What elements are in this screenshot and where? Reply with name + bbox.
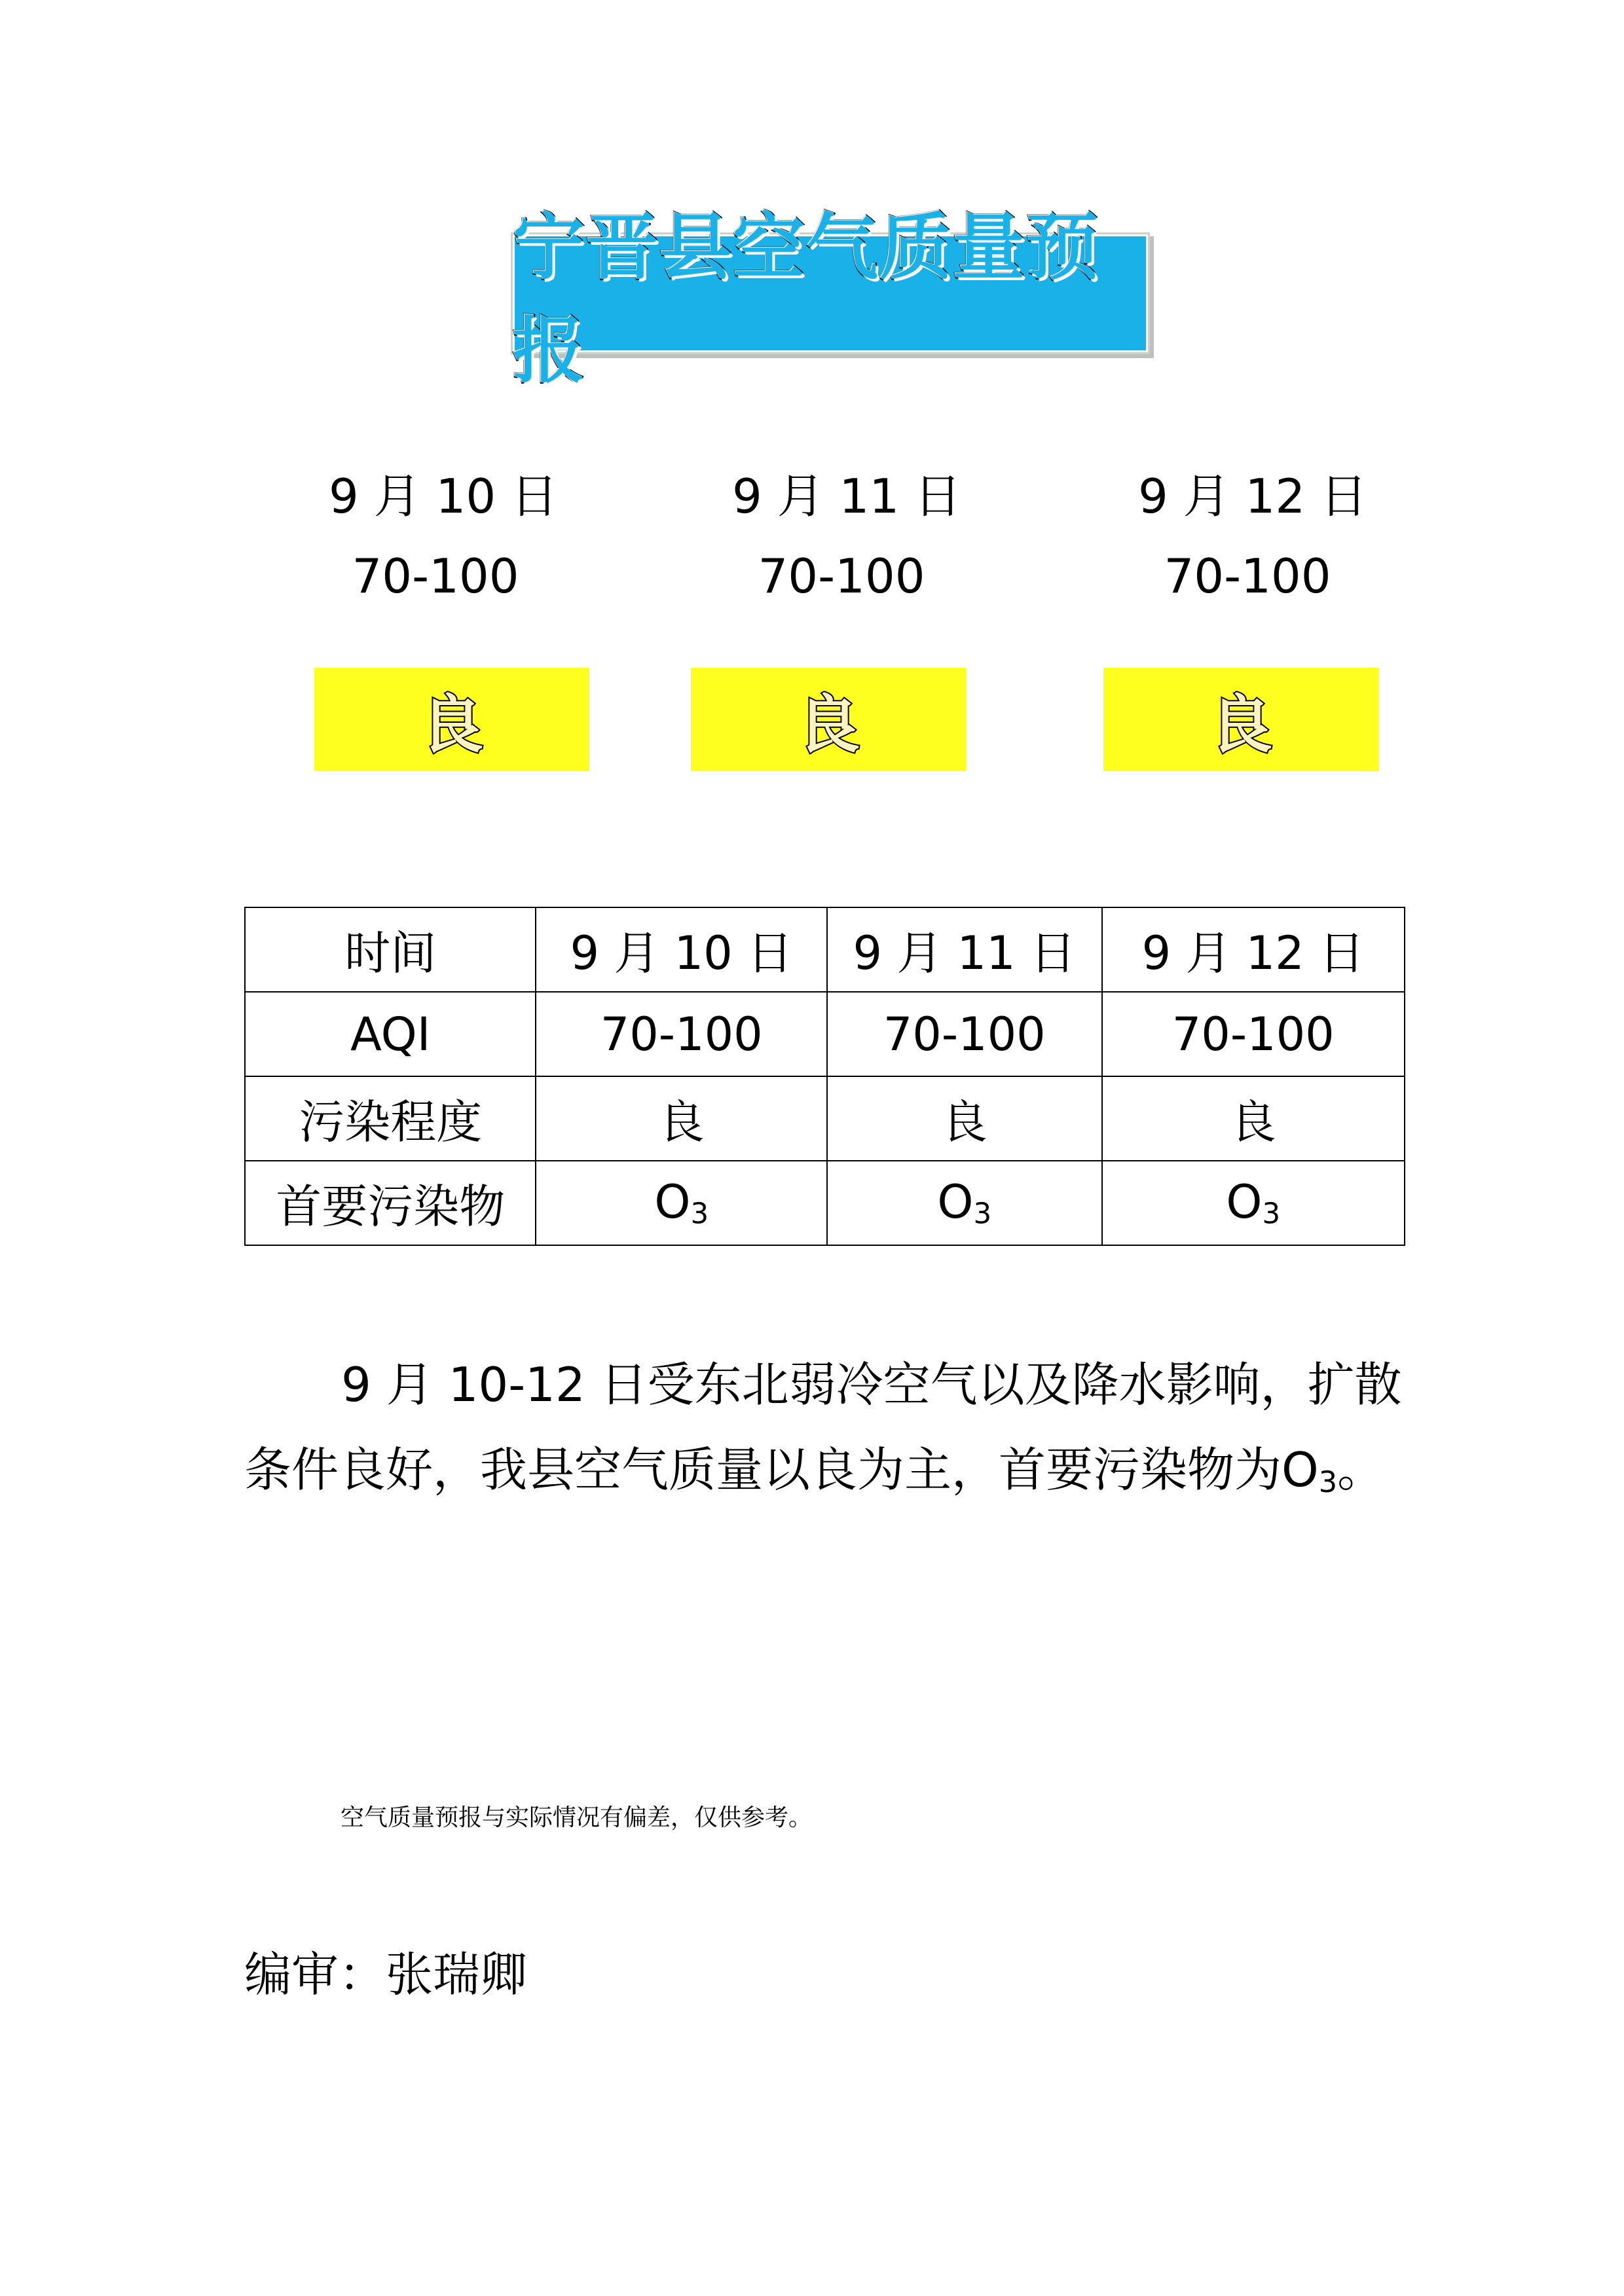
summary-end: 。 — [1337, 1442, 1385, 1497]
table-cell: 70-100 — [1102, 992, 1405, 1076]
table-cell — [536, 1161, 827, 1245]
table-row — [245, 1161, 1405, 1245]
pollutant-subscript: 3 — [973, 1197, 992, 1231]
table-row — [245, 992, 1405, 1076]
disclaimer: 空气质量预报与实际情况有偏差，仅供参考。 — [341, 1804, 813, 1831]
table-cell: 70-100 — [536, 992, 827, 1076]
forecast-level-box — [1103, 668, 1378, 771]
summary-paragraph — [244, 1342, 1410, 1525]
pollutant-symbol: O — [937, 1175, 974, 1230]
forecast-aqi: 70-100 — [1164, 549, 1331, 604]
table-cell: 70-100 — [827, 992, 1102, 1076]
table-header-row — [245, 907, 1405, 992]
summary-text: 9 月 10-12 日受东北弱冷空气以及降水影响，扩散条件良好，我县空气质量以良为主，首要污染物为 — [244, 1357, 1402, 1497]
forecast-level-box — [691, 668, 966, 771]
forecast-level: 良 — [797, 687, 860, 761]
pollutant-subscript: 3 — [690, 1197, 709, 1231]
table-row — [245, 1076, 1405, 1161]
pollutant-symbol: O — [654, 1175, 691, 1230]
table-header-cell: 时间 — [245, 907, 536, 992]
row-label: AQI — [245, 992, 536, 1076]
table-cell: 良 — [536, 1076, 827, 1161]
row-label: 污染程度 — [245, 1076, 536, 1161]
forecast-date: 9 月 10 日 — [328, 469, 559, 524]
pollutant-symbol: O — [1226, 1175, 1263, 1230]
title-banner — [511, 206, 1150, 393]
table-header-cell: 9 月 11 日 — [827, 907, 1102, 992]
forecast-level-box — [314, 668, 589, 771]
summary-pollutant-sub: 3 — [1318, 1465, 1338, 1499]
aqi-table — [244, 907, 1405, 1246]
forecast-level: 良 — [420, 687, 483, 761]
forecast-date: 9 月 12 日 — [1137, 469, 1368, 524]
pollutant-subscript: 3 — [1262, 1197, 1281, 1231]
table-header-cell: 9 月 12 日 — [1102, 907, 1405, 992]
forecast-date: 9 月 11 日 — [731, 469, 962, 524]
table-cell: 良 — [1102, 1076, 1405, 1161]
forecast-level: 良 — [1209, 687, 1272, 761]
table-cell — [827, 1161, 1102, 1245]
summary-pollutant: O — [1282, 1442, 1319, 1497]
forecast-aqi: 70-100 — [758, 549, 925, 604]
forecast-aqi: 70-100 — [352, 549, 519, 604]
editor-credit: 编审：张瑞卿 — [244, 1947, 528, 2002]
table-cell — [1102, 1161, 1405, 1245]
row-label: 首要污染物 — [245, 1161, 536, 1245]
table-header-cell: 9 月 10 日 — [536, 907, 827, 992]
page-title: 宁晋县空气质量预报 — [513, 206, 1099, 393]
table-cell: 良 — [827, 1076, 1102, 1161]
